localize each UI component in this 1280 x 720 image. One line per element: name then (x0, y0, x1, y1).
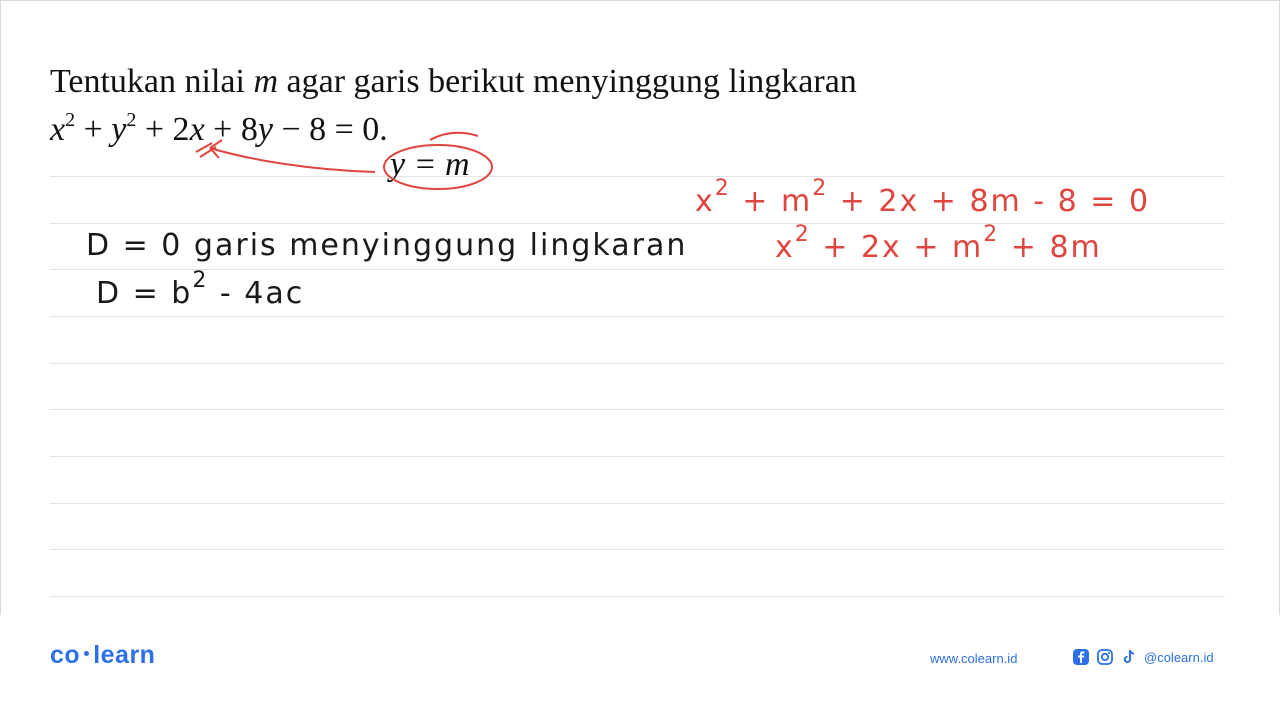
operator: + (75, 111, 112, 148)
hw-part: x (695, 184, 715, 219)
handwritten-discriminant-formula (96, 268, 305, 311)
hw-part: + 2x + 8m - 8 = 0 (828, 184, 1151, 219)
hw-part: D = b (96, 276, 193, 311)
colearn-logo (50, 641, 155, 670)
website-link[interactable]: www.colearn.id (930, 651, 1018, 666)
var-x: x (189, 111, 205, 148)
variable-m: m (253, 63, 279, 100)
logo-text: learn (93, 641, 156, 669)
hw-part: + m (730, 184, 813, 219)
tiktok-icon[interactable] (1120, 648, 1138, 666)
var-y: y (257, 111, 273, 148)
exponent: 2 (65, 109, 76, 131)
question-text-part: agar garis berikut menyinggung lingkaran (278, 63, 857, 100)
question-text-part: Tentukan nilai (50, 63, 254, 100)
rule-line (50, 269, 1225, 270)
question-text (50, 58, 857, 154)
rule-line (50, 456, 1225, 457)
var-y: y (111, 111, 127, 148)
logo-dot (84, 651, 89, 656)
handwritten-tangent-condition: D = 0 garis menyinggung lingkaran (86, 228, 688, 263)
hw-part: + 2x + m (810, 230, 984, 265)
rule-line (50, 316, 1225, 317)
equation-part: + 2 (136, 111, 190, 148)
rule-line (50, 549, 1225, 550)
handwritten-rearranged (775, 222, 1102, 265)
hw-exponent: 2 (714, 176, 731, 201)
hw-part: + 8m (999, 230, 1102, 265)
social-handle[interactable]: @colearn.id (1144, 649, 1214, 665)
rule-line (50, 223, 1225, 224)
hw-exponent: 2 (192, 268, 209, 293)
rule-line (50, 409, 1225, 410)
rule-line (50, 176, 1225, 177)
rule-line (50, 363, 1225, 364)
hw-part: x (775, 230, 795, 265)
instagram-icon[interactable] (1096, 648, 1114, 666)
var-x: x (50, 111, 66, 148)
hw-exponent: 2 (794, 222, 811, 247)
logo-text: co (50, 641, 81, 669)
facebook-icon[interactable] (1072, 648, 1090, 666)
equation-part: + 8 (204, 111, 258, 148)
line-equation: y = m (390, 146, 470, 183)
hw-exponent: 2 (983, 222, 1000, 247)
rule-line (50, 503, 1225, 504)
footer (0, 615, 1280, 720)
hw-part: - 4ac (208, 276, 305, 311)
hw-exponent: 2 (812, 176, 829, 201)
social-links (1072, 648, 1214, 666)
exponent: 2 (126, 109, 137, 131)
equation-part: − 8 = 0. (272, 111, 388, 148)
rule-line (50, 596, 1225, 597)
handwritten-substitution (695, 176, 1151, 219)
question-line-1 (50, 58, 857, 106)
